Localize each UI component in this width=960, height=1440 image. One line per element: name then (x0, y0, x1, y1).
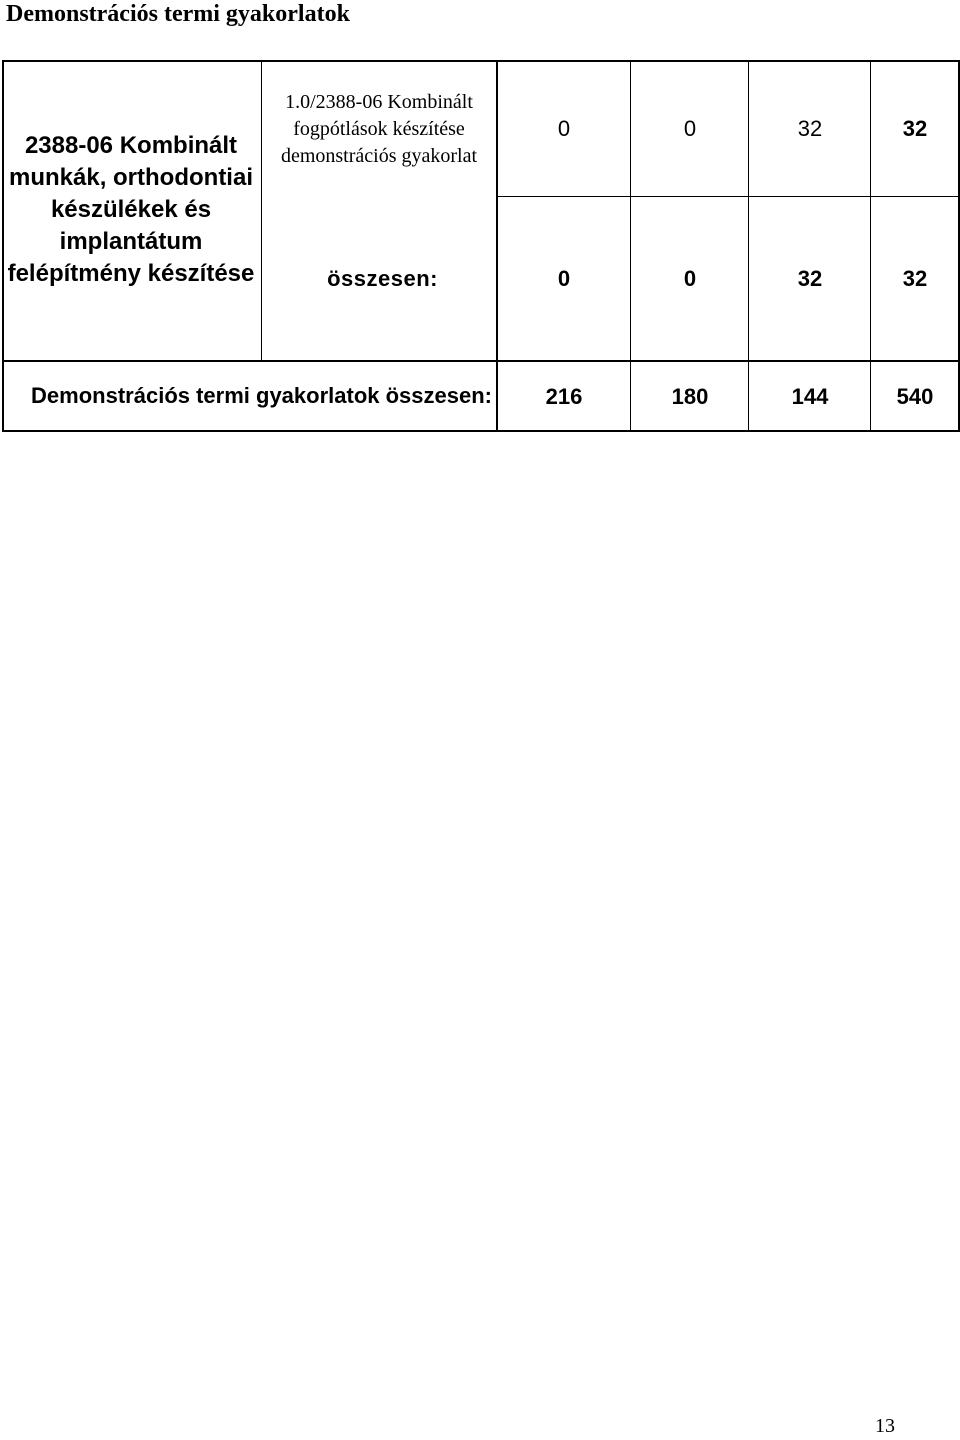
table-row-divider (496, 196, 960, 198)
table-row-divider-grand (2, 360, 960, 362)
page-heading: Demonstrációs termi gyakorlatok (6, 1, 350, 27)
subject-value-2: 0 (683, 116, 697, 141)
grand-total-value-3: 144 (791, 384, 829, 409)
subject-value-4: 32 (902, 116, 928, 141)
module-total-value-2: 0 (683, 266, 697, 291)
page-number: 13 (875, 1415, 895, 1437)
table-border-bottom (2, 430, 960, 432)
grand-total-value-1: 216 (545, 384, 583, 409)
module-total-value-1: 0 (557, 266, 571, 291)
module-total-value-3: 32 (797, 266, 823, 291)
subject-value-1: 0 (557, 116, 571, 141)
grand-total-value-4: 540 (896, 384, 934, 409)
grand-total-value-2: 180 (671, 384, 709, 409)
subject-value-3: 32 (797, 116, 823, 141)
module-title: 2388-06 Kombinált munkák, orthodontiai készülékek és implantátum felépítmény készítése (7, 132, 255, 287)
grand-total-label: Demonstrációs termi gyakorlatok összesen: (31, 383, 492, 408)
subject-title: 1.0/2388-06 Kombinált fogpótlások készítése demonstrációs gyakorlat (280, 90, 478, 167)
module-total-value-4: 32 (902, 266, 928, 291)
module-total-label: összesen: (327, 266, 438, 291)
